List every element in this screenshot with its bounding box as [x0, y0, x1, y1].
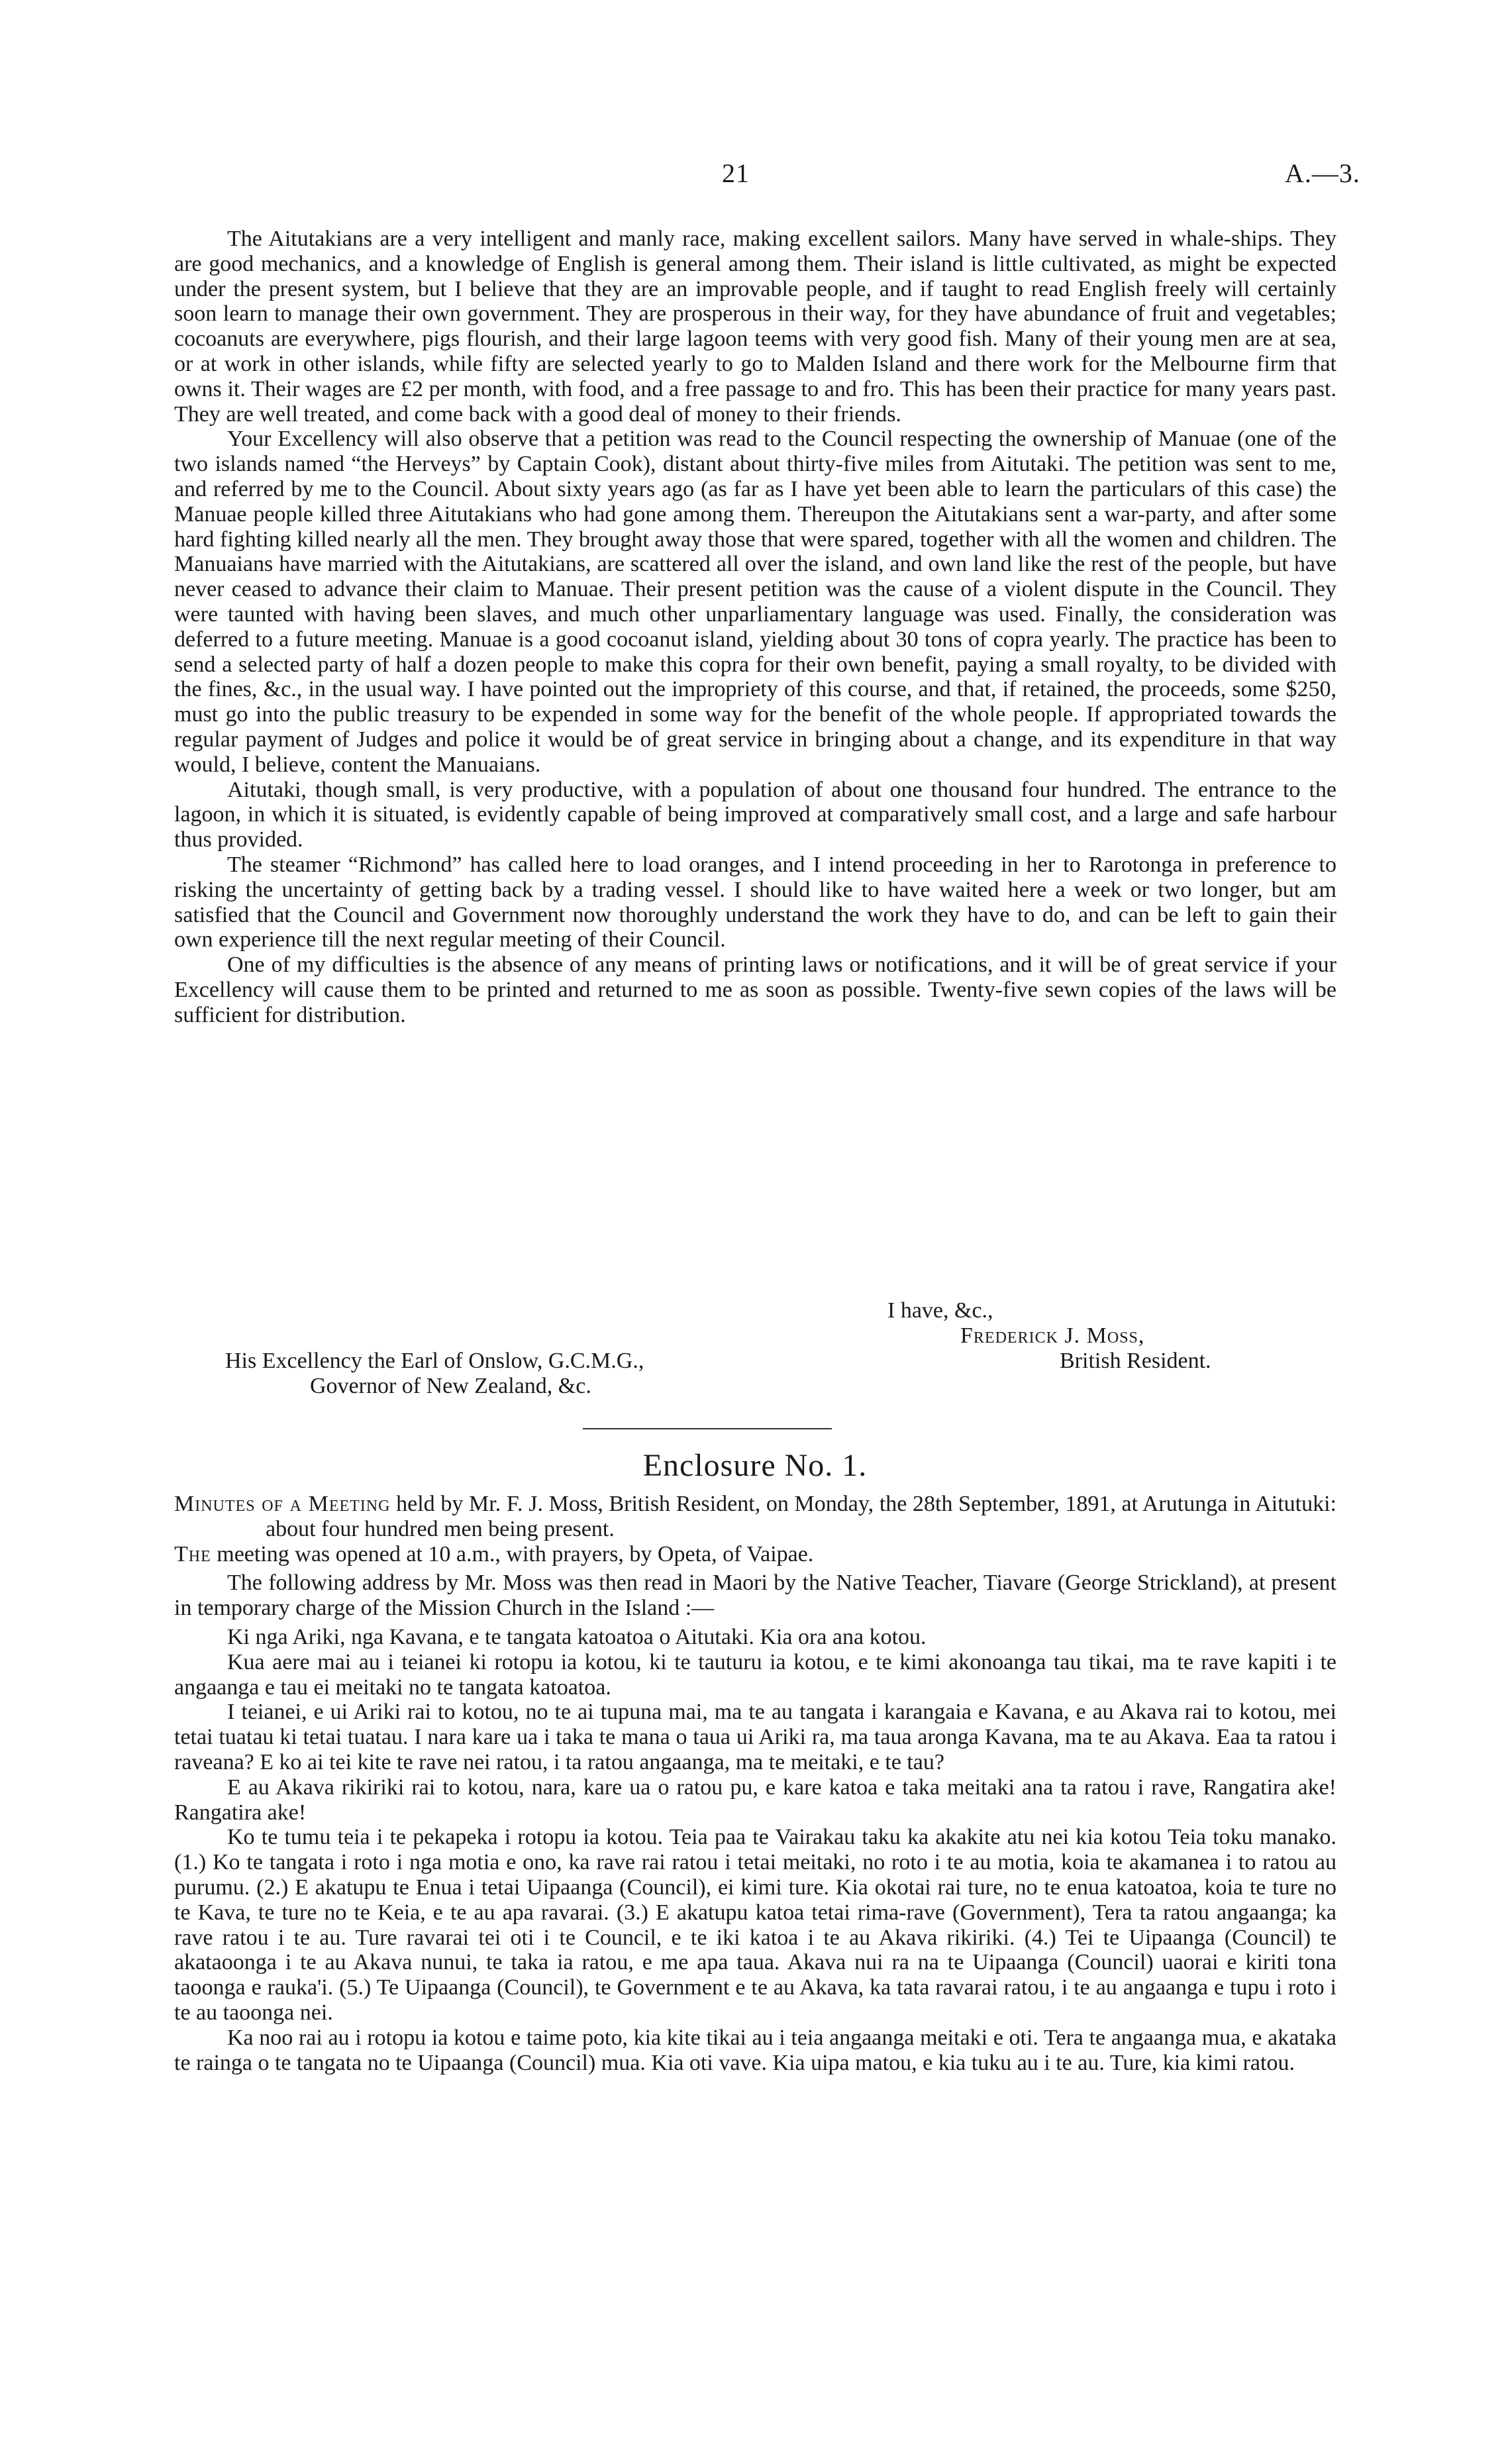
letter-paragraph: Your Excellency will also observe that a petition was read to the Council respecting the ownership of Manuae (one of the two islands named “the Herveys” by Captain Cook), distant about thirty-five miles from Aitutaki. The petition was sent to me, and referred by me to the Council. About sixty years ago (as far as I have yet been able to learn the particulars of this case) the Manuae people killed three Aitutakians who had gone among them. Thereupon the Aitutakians sent a war-party, and after some hard fighting killed nearly all the men. They brought away those that were spared, together with all the women and children. The Manuaians have married with the Aitutakians, are scattered all over the island, and own land like the rest of the people, but have never ceased to advance their claim to Manuae. Their present petition was the cause of a violent dispute in the Council. They were taunted with having been slaves, and much other unparliamentary language was used. Finally, the consideration was deferred to a future meeting. Manuae is a good cocoanut island, yielding about 30 tons of copra yearly. The practice has been to send a selected party of half a dozen people to make this copra for their own benefit, paying a small royalty, to be divided with the fines, &c., in the usual way. I have pointed out the impropriety of this course, and that, if retained, the proceeds, some $250, must go into the public treasury to be expended in some way for the benefit of the whole people. If appropriated towards the regular payment of Judges and police it would be of great service in bringing about a change, and its expenditure in that way would, I believe, content the Manuaians.	[174, 427, 1336, 777]
page-number: 21	[722, 158, 750, 188]
minutes-heading	[174, 1492, 1336, 1542]
letter-paragraph: Aitutaki, though small, is very productive, with a population of about one thousand four hundred. The entrance to the lagoon, in which it is situated, is evidently capable of being improved at comparatively small cost, and a large and safe harbour thus provided.	[174, 777, 1336, 852]
maori-paragraph: Ka noo rai au i rotopu ia kotou e taime poto, kia kite tikai au i teia angaanga meitaki e oti. Tera te angaanga mua, e akataka te rainga o te tangata no te Uipaanga (Council) mua. Kia oti vave. Kia uipa matou, e kia tuku au i te au. Ture, kia kimi ratou.	[174, 2025, 1336, 2075]
address-intro: The following address by Mr. Moss was then read in Maori by the Native Teacher, Tiavare (George Strickland), at present in temporary charge of the Mission Church in the Island :—	[174, 1570, 1336, 1621]
opened-line	[174, 1542, 1336, 1567]
letter-paragraph: The steamer “Richmond” has called here to load oranges, and I intend proceeding in her to Rarotonga in preference to risking the uncertainty of getting back by a trading vessel. I should like to have waited here a week or two longer, but am satisfied that the Council and Government now thoroughly understand the work they have to do, and can be left to gain their own experience till the next regular meeting of their Council.	[174, 852, 1336, 952]
enclosure-title: Enclosure No. 1.	[642, 1448, 868, 1483]
maori-paragraph: Ki nga Ariki, nga Kavana, e te tangata katoatoa o Aitutaki. Kia ora ana kotou.	[227, 1624, 927, 1649]
opened-text: meeting was opened at 10 a.m., with prayers, by Opeta, of Vaipae.	[217, 1541, 814, 1566]
closing-line: I have, &c.,	[887, 1298, 993, 1323]
letter-body	[174, 227, 1336, 1028]
maori-paragraph: Kua aere mai au i teianei ki rotopu ia kotou, ki te tauturu ia kotou, e te kimi akonoanga tau tikai, ma te rave kapiti i te angaanga e tau ei meitaki no te tangata katoatoa.	[174, 1649, 1336, 1700]
document-reference: A.—3.	[1285, 158, 1360, 188]
maori-paragraph: E au Akava rikiriki rai to kotou, nara, kare ua o ratou pu, e kare katoa e taka meitaki ana ta ratou i rave, Rangatira ake! Rangatira ake!	[174, 1774, 1336, 1825]
maori-paragraph: I teianei, e ui Ariki rai to kotou, no te ai tupuna mai, ma te au tangata i karangaia e Kavana, e au Akava rai to kotou, mei tetai tuatau ki tetai tuatau. I nara kare ua i taka te mana o taua ui Ariki ra, ma taua aronga Kavana, ma te au Akava. Eaa ta ratou i raveana? E ko ai tei kite te rave nei ratou, i ta ratou angaanga, ma te meitaki, e te tau?	[174, 1700, 1336, 1774]
signatory-name: Frederick J. Moss,	[960, 1323, 1145, 1348]
section-divider	[583, 1428, 832, 1429]
addressee-line-1: His Excellency the Earl of Onslow, G.C.M.G.,	[225, 1349, 644, 1373]
addressee-line-2: Governor of New Zealand, &c.	[310, 1374, 591, 1398]
enclosure-body	[174, 1492, 1336, 2075]
minutes-lead: Minutes of a Meeting	[174, 1492, 391, 1516]
opened-lead: The	[174, 1541, 211, 1566]
letter-paragraph: One of my difficulties is the absence of any means of printing laws or notifications, and it will be of great service if your Excellency will cause them to be printed and returned to me as soon as possible. Twenty-five sewn copies of the laws will be sufficient for distribution.	[174, 952, 1336, 1027]
signatory-title: British Resident.	[1060, 1349, 1211, 1373]
maori-paragraph: Ko te tumu teia i te pekapeka i rotopu ia kotou. Teia paa te Vairakau taku ka akakite atu nei kia kotou Teia toku manako. (1.) Ko te tangata i roto i nga motia e ono, ka rave rai ratou i tetai meitaki, no roto i te au motia, koia te akamanea i to ratou au purumu. (2.) E akatupu te Enua i tetai Uipaanga (Council), ei kimi ture. Kia okotai rai ture, no te enua katoatoa, koia te ture no te Kava, te ture no te Keia, e te au apa ravarai. (3.) E akatupu katoa tetai rima-rave (Government), Tera ta ratou angaanga; ka rave ratou i te au. Ture ravarai tei oti i te Council, e te iki katoa i te au Akava rikiriki. (4.) Tei te Uipaanga (Council) te akataoonga i te au Akava nunui, te taka ia ratou, e me apa taua. Akava nui ra na te Uipaanga (Council) uaorai e kiriti tona taoonga e rauka'i. (5.) Te Uipaanga (Council), te Government e te au Akava, ka tata ravarai ratou, i te au angaanga e tupu i roto i te au taoonga nei.	[174, 1825, 1336, 2025]
minutes-text: held by Mr. F. J. Moss, British Resident, on Monday, the 28th September, 1891, at Arutunga in Aitutuki: about four hundred men being present.	[266, 1492, 1336, 1541]
letter-paragraph: The Aitutakians are a very intelligent and manly race, making excellent sailors. Many have served in whale-ships. They are good mechanics, and a knowledge of English is general among them. Their island is little cultivated, as might be expected under the present system, but I believe that they are an improvable people, and if taught to read English freely will certainly soon learn to manage their own government. They are prosperous in their way, for they have abundance of fruit and vegetables; cocoanuts are everywhere, pigs flourish, and their large lagoon teems with very good fish. Many of their young men are at sea, or at work in other islands, while fifty are selected yearly to go to Malden Island and there work for the Melbourne firm that owns it. Their wages are £2 per month, with food, and a free passage to and fro. This has been their practice for many years past. They are well treated, and come back with a good deal of money to their friends.	[174, 227, 1336, 427]
